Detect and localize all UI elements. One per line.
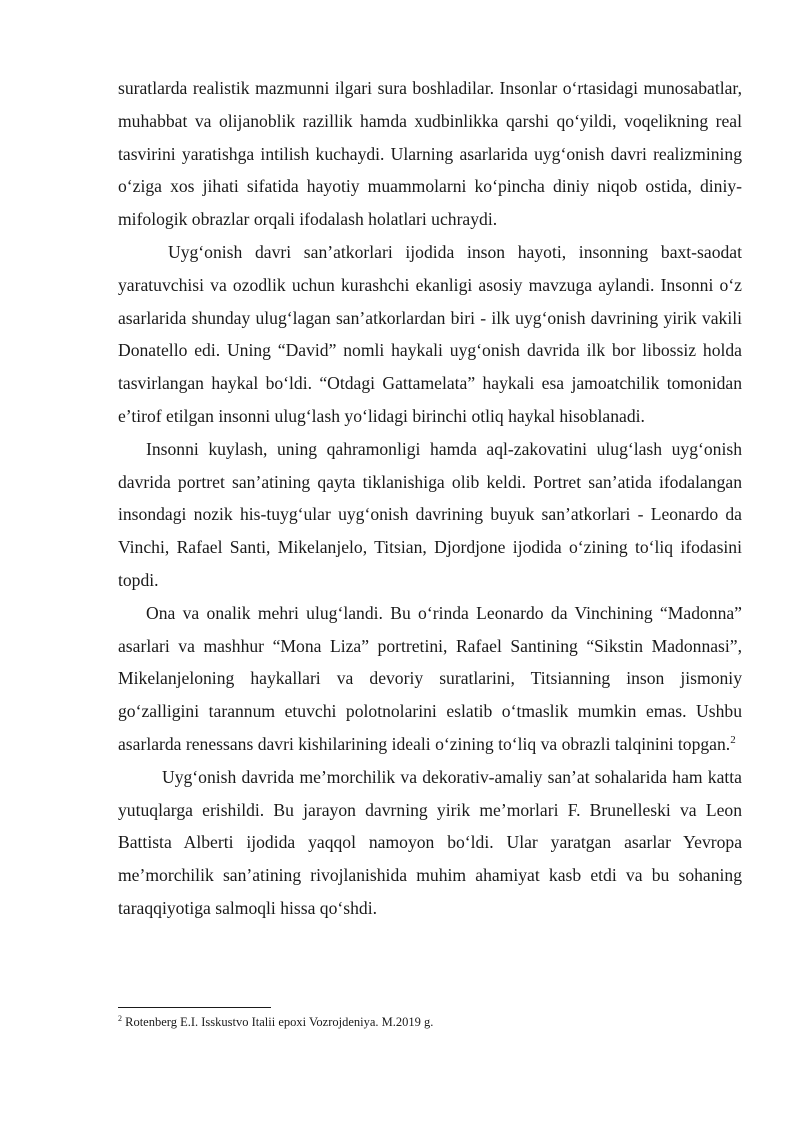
- paragraph-5: Uyg‘onish davrida me’morchilik va dekorativ-amaliy san’at sohalarida ham katta yutuqlarga erishildi. Bu jarayon davrning yirik me’morlari F. Brunelleski va Leon Battista Alberti ijodida yaqqol namoyon bo‘ldi. Ular yaratgan asarlar Yevropa me’morchilik san’atining rivojlanishida muhim ahamiyat kasb etdi va bu sohaning taraqqiyotiga salmoqli hissa qo‘shdi.: [118, 766, 742, 918]
- footnote-reference[interactable]: 2: [730, 734, 736, 747]
- paragraph-4-text: Ona va onalik mehri ulug‘landi. Bu o‘rinda Leonardo da Vinchining “Madonna” asarlari va mashhur “Mona Liza” portretini, Rafael Santining “Sikstin Madonnasi”, Mikelanjeloning haykallari va devoriy suratlarini, Titsianning inson jismoniy go‘zalligini tarannum etuvchi polotnolarini eslatib o‘tmaslik mumkin emas. Ushbu asarlarda renessans davri kishilarining ideali o‘zining to‘liq va obrazli talqinini topgan.: [118, 602, 742, 754]
- paragraph-2: Uyg‘onish davri san’atkorlari ijodida inson hayoti, insonning baxt-saodat yaratuvchisi va ozodlik uchun kurashchi ekanligi asosiy mavzuga aylandi. Insonni o‘z asarlarida shunday ulug‘lagan san’atkorlardan biri - ilk uyg‘onish davrining yirik vakili Donatello edi. Uning “David” nomli haykali uyg‘onish davrida ilk bor libossiz holda tasvirlangan haykal bo‘ldi. “Otdagi Gattamelata” haykali esa jamoatchilik tomonidan e’tirof etilgan insonni ulug‘lash yo‘lidagi birinchi otliq haykal hisoblanadi.: [118, 241, 742, 426]
- footnote-text: Rotenberg E.I. Isskustvo Italii epoxi Vozrojdeniya. M.2019 g.: [125, 1015, 434, 1029]
- footnote-marker: 2: [118, 1013, 122, 1023]
- document-body: [118, 72, 742, 925]
- paragraph-1: suratlarda realistik mazmunni ilgari sura boshladilar. Insonlar o‘rtasidagi munosabatlar, muhabbat va olijanoblik razillik hamda xudbinlikka qarshi qo‘yildi, voqelikning real tasvirini yaratishga intilish kuchaydi. Ularning asarlarida uyg‘onish davri realizmining o‘ziga xos jihati sifatida hayotiy muammolarni ko‘pincha diniy niqob ostida, diniy-mifologik obrazlar orqali ifodalash holatlari uchraydi.: [118, 78, 742, 230]
- footnote: [118, 1014, 742, 1030]
- paragraph-3: Insonni kuylash, uning qahramonligi hamda aql-zakovatini ulug‘lash uyg‘onish davrida portret san’atining qayta tiklanishiga olib keldi. Portret san’atida ifodalangan insondagi nozik his-tuyg‘ular uyg‘onish davrining buyuk san’atkorlari - Leonardo da Vinchi, Rafael Santi, Mikelanjelo, Titsian, Djordjone ijodida o‘zining to‘liq ifodasini topdi.: [118, 438, 742, 590]
- footnote-divider: [118, 1007, 271, 1008]
- paragraph-4: [118, 597, 742, 761]
